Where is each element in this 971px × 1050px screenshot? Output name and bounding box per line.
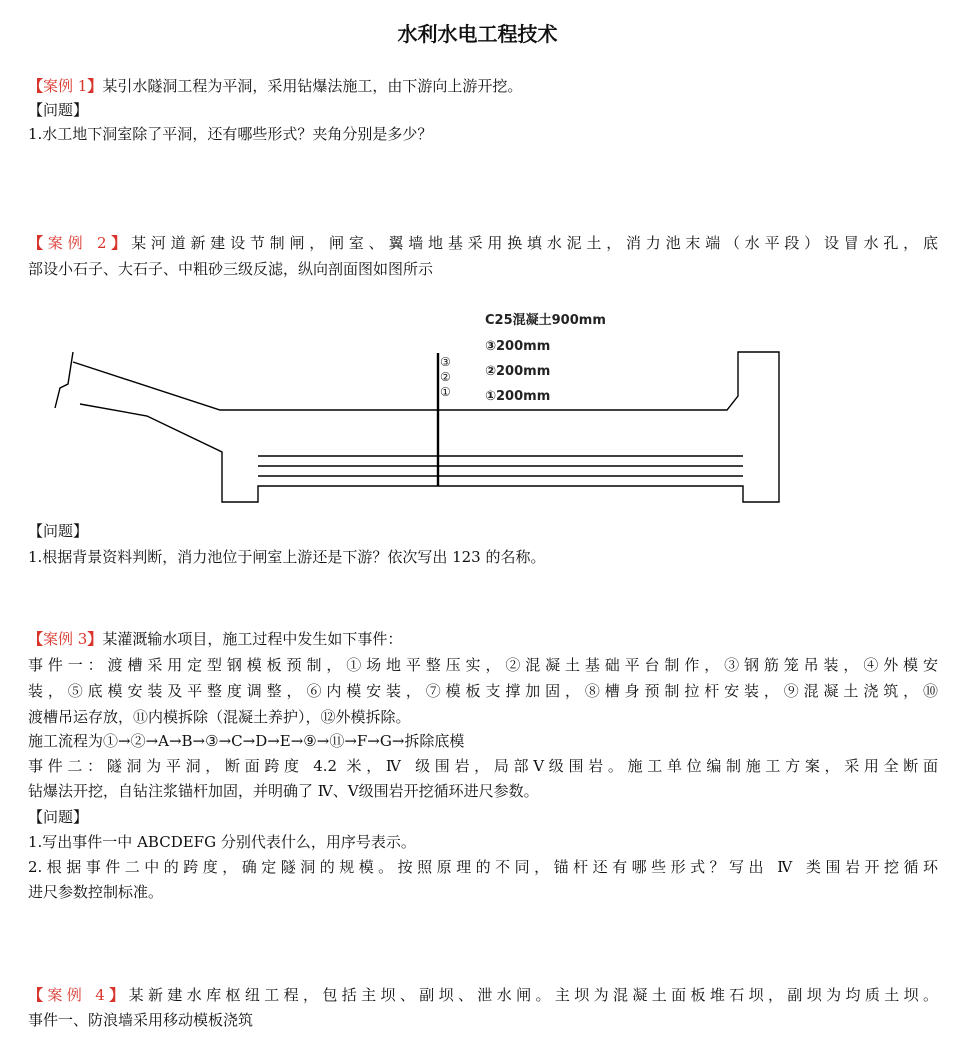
marker-2: ②: [440, 370, 451, 384]
case3-text: 某灌溉输水项目，施工过程中发生如下事件：: [102, 630, 403, 648]
case3-event1-line2: 装，⑤底模安装及平整度调整，⑥内模安装，⑦模板支撑加固，⑧槽身预制拉杆安装，⑨混凝土浇筑，⑩: [28, 682, 938, 700]
page-title: 水利水电工程技术: [397, 22, 558, 46]
case3-event1-line1: 事件一：渡槽采用定型钢模板预制，①场地平整压实，②混凝土基础平台制作，③钢筋笼吊装，④外模安: [28, 656, 938, 674]
label-layer-3: ③200mm: [485, 339, 551, 354]
case2-question-1: 1.根据背景资料判断，消力池位于闸室上游还是下游？依次写出 123 的名称。: [28, 548, 546, 566]
case4-tag: 【案例 4】: [28, 986, 129, 1004]
label-layer-1: ①200mm: [485, 389, 551, 404]
case3-intro: [28, 627, 938, 651]
concrete-outline: [73, 352, 779, 502]
marker-1: ①: [440, 385, 451, 399]
case1-question-heading: 【问题】: [28, 101, 89, 119]
case4-intro: [28, 983, 938, 1007]
case2-question-heading: 【问题】: [28, 522, 89, 540]
case3-event1-line3: 渡槽吊运存放，⑪内模拆除（混凝土养护），⑫外模拆除。: [28, 708, 411, 726]
case4-text: 某新建水库枢纽工程，包括主坝、副坝、泄水闸。主坝为混凝土面板堆石坝，副坝为均质土坝。: [128, 986, 939, 1004]
case3-tag: 【案例 3】: [28, 630, 103, 648]
case3-event2-line2: 钻爆法开挖，自钻注浆锚杆加固，并明确了 Ⅳ、Ⅴ级围岩开挖循环进尺参数。: [28, 782, 539, 800]
case3-question-2-line2: 进尺参数控制标准。: [28, 883, 164, 901]
case1-text: 某引水隧洞工程为平洞，采用钻爆法施工，由下游向上游开挖。: [102, 77, 523, 95]
break-line: [55, 352, 73, 408]
case2-text-line1: 某河道新建设节制闸，闸室、翼墙地基采用换填水泥土，消力池末端（水平段）设冒水孔，底: [131, 234, 938, 252]
case3-flow: 施工流程为①→②→A→B→③→C→D→E→⑨→⑪→F→G→拆除底模: [28, 732, 465, 750]
case2-text-line2: 部设小石子、大石子、中粗砂三级反滤，纵向剖面图如图所示: [28, 260, 434, 278]
case3-event2-line1: 事件二：隧洞为平洞，断面跨度 4.2 米，Ⅳ 级围岩，局部Ⅴ级围岩。施工单位编制施工方案，采用全断面: [28, 757, 938, 775]
label-c25-concrete: C25混凝土900mm: [485, 313, 606, 328]
case1-question-1: 1.水工地下洞室除了平洞，还有哪些形式？夹角分别是多少？: [28, 125, 433, 143]
case3-question-heading: 【问题】: [28, 808, 89, 826]
case3-question-1: 1.写出事件一中 ABCDEFG 分别代表什么，用序号表示。: [28, 833, 416, 851]
case2-tag: 【案例 2】: [28, 234, 132, 252]
case3-question-2-line1: 2.根据事件二中的跨度，确定隧洞的规模。按照原理的不同，锚杆还有哪些形式？写出 Ⅳ 类围岩开挖循环: [28, 858, 938, 876]
marker-3: ③: [440, 355, 451, 369]
label-layer-2: ②200mm: [485, 364, 551, 379]
case4-event1: 事件一、防浪墙采用移动模板浇筑: [28, 1011, 254, 1029]
case1-tag: 【案例 1】: [28, 77, 103, 95]
